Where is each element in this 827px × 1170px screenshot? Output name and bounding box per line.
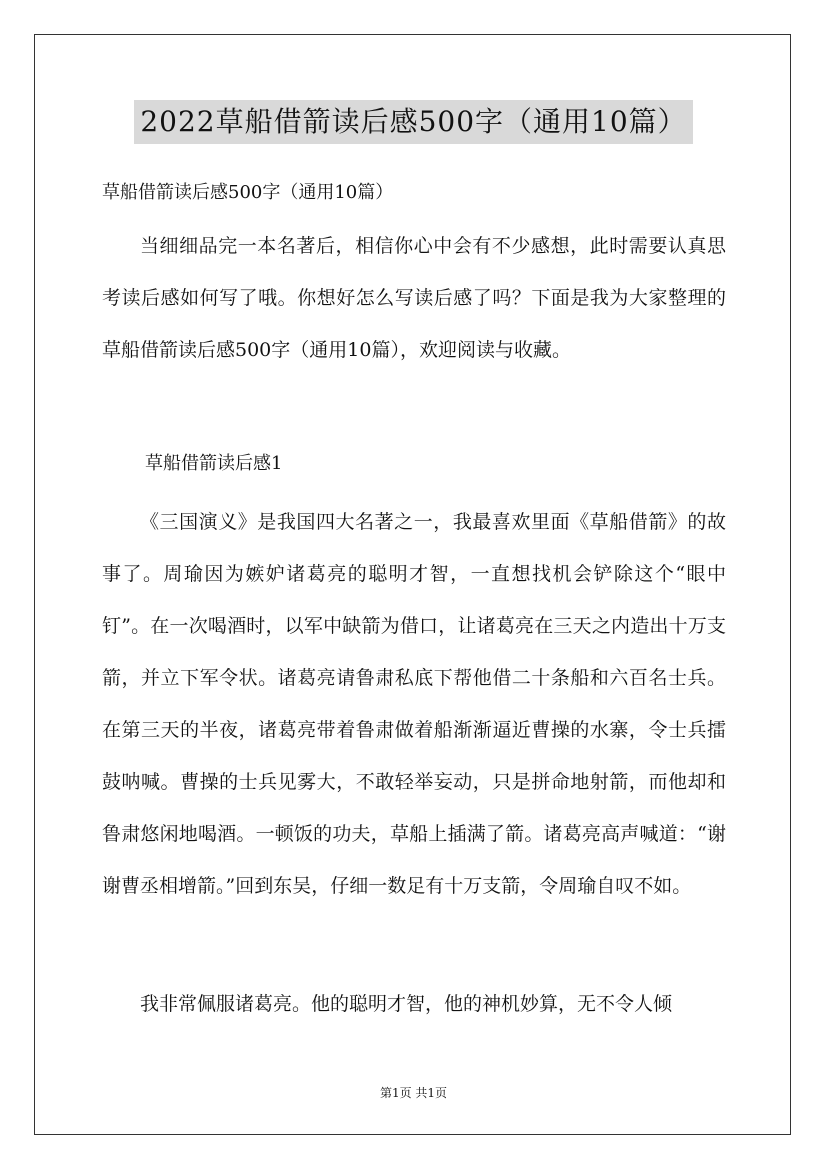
- document-subtitle: 草船借箭读后感500字（通用10篇）: [102, 182, 394, 203]
- body-paragraph-2: 我非常佩服诸葛亮。他的聪明才智，他的神机妙算，无不令人倾: [140, 993, 673, 1015]
- intro-paragraph: 当细细品完一本名著后，相信你心中会有不少感想，此时需要认真思考读后感如何写了哦。你想好怎么写读后感了吗？下面是我为大家整理的草船借箭读后感500字（通用10篇），欢迎阅读与收藏。: [102, 235, 726, 361]
- page-footer: 第1页 共1页: [379, 1086, 448, 1100]
- title-container: [0, 100, 827, 144]
- section-heading: 草船借箭读后感1: [145, 453, 283, 474]
- document-title: 2022草船借箭读后感500字（通用10篇）: [134, 100, 692, 144]
- body-paragraph-1: 《三国演义》是我国四大名著之一，我最喜欢里面《草船借箭》的故事了。周瑜因为嫉妒诸葛亮的聪明才智，一直想找机会铲除这个“眼中钉”。在一次喝酒时，以军中缺箭为借口，让诸葛亮在三天之内造出十万支箭，并立下军令状。诸葛亮请鲁肃私底下帮他借二十条船和六百名士兵。在第三天的半夜，诸葛亮带着鲁肃做着船渐渐逼近曹操的水寨，令士兵擂鼓呐喊。曹操的士兵见雾大，不敢轻举妄动，只是拼命地射箭，而他却和鲁肃悠闲地喝酒。一顿饭的功夫，草船上插满了箭。诸葛亮高声喊道：“谢谢曹丞相增箭。”回到东吴，仔细一数足有十万支箭，令周瑜自叹不如。: [102, 511, 726, 897]
